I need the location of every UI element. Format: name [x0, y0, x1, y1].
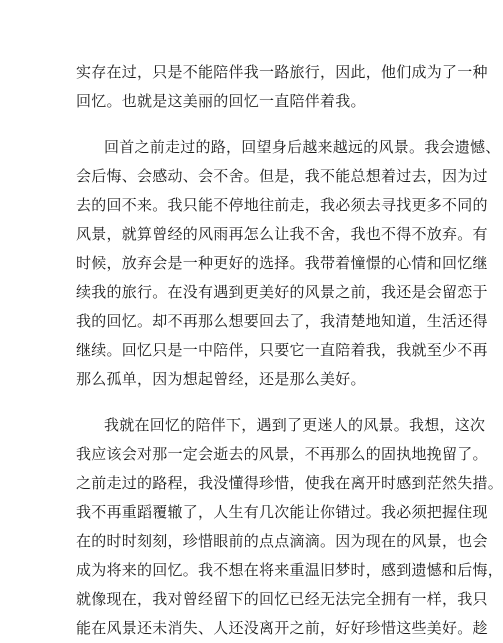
- text-line: 实存在过，只是不能陪伴我一路旅行，因此，他们成为了一种: [76, 63, 488, 81]
- text-line: 去的回不来。我只能不停地往前走，我必须去寻找更多不同的: [76, 196, 488, 214]
- paragraph-spacer: [76, 394, 436, 411]
- text-line: 就像现在，我对曾经留下的回忆已经无法完全拥有一样，我只: [76, 590, 488, 608]
- essay-body: [76, 58, 503, 643]
- text-line: 续我的旅行。在没有遇到更美好的风景之前，我还是会留恋于: [76, 283, 488, 301]
- paragraph-3: [76, 411, 503, 643]
- text-line: 风景，就算曾经的风雨再怎么让我不舍，我也不得不放弃。有: [76, 225, 488, 243]
- text-line: 之前走过的路程，我没懂得珍惜，使我在离开时感到茫然失措。: [76, 474, 503, 492]
- text-line: 在的时时刻刻，珍惜眼前的点点滴滴。因为现在的风景，也会: [76, 532, 488, 550]
- text-line: 继续。回忆只是一中陪伴，只要它一直陪着我，我就至少不再: [76, 341, 488, 359]
- text-line: 回首之前走过的路，回望身后越来越远的风景。我会遗憾、: [104, 138, 501, 156]
- text-line: 那么孤单，因为想起曾经，还是那么美好。: [76, 370, 366, 388]
- text-line: 回忆。也就是这美丽的回忆一直陪伴着我。: [76, 92, 366, 110]
- text-line: 能在风景还未消失、人还没离开之前，好好珍惜这些美好。趁: [76, 619, 488, 637]
- text-line: 会后悔、会感动、会不舍。但是，我不能总想着过去，因为过: [76, 167, 488, 185]
- text-line: 我的回忆。却不再那么想要回去了，我清楚地知道，生活还得: [76, 312, 488, 330]
- text-line: 我不再重蹈覆辙了，人生有几次能让你错过。我必须把握住现: [76, 503, 488, 521]
- paragraph-1: [76, 58, 488, 116]
- text-line: 成为将来的回忆。我不想在将来重温旧梦时，感到遗憾和后悔，: [76, 561, 503, 579]
- text-line: 我就在回忆的陪伴下，遇到了更迷人的风景。我想，这次: [104, 416, 486, 434]
- text-line: 我应该会对那一定会逝去的风景，不再那么的固执地挽留了。: [76, 445, 488, 463]
- paragraph-2: [76, 133, 501, 394]
- text-line: 时候，放弃会是一种更好的选择。我带着憧憬的心情和回忆继: [76, 254, 488, 272]
- paragraph-spacer: [76, 116, 436, 133]
